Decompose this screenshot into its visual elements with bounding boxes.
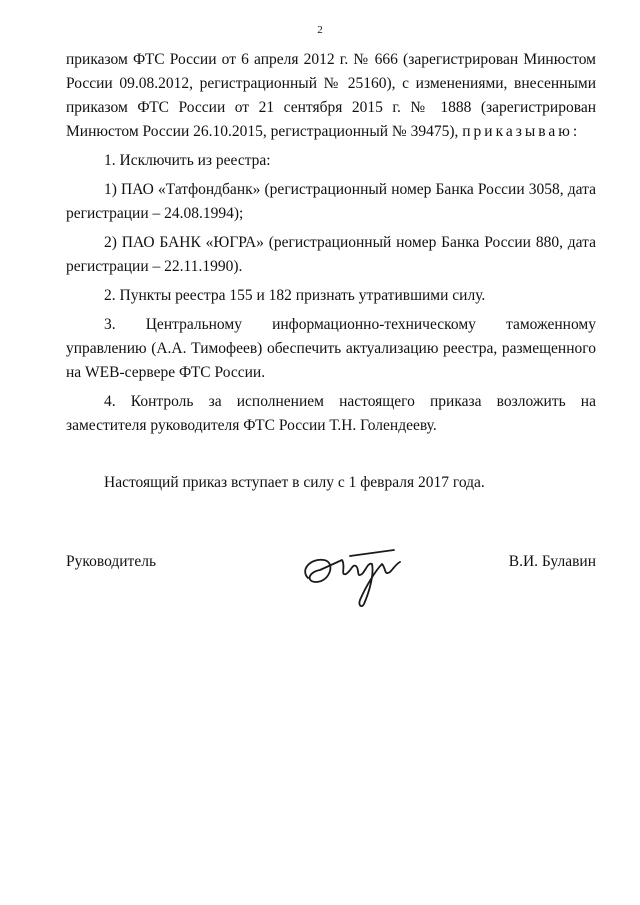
paragraph-subitem-1: 1) ПАО «Татфондбанк» (регистрационный номер Банка России 3058, дата регистрации – 24.08.1994); bbox=[66, 181, 596, 222]
paragraph-preamble bbox=[66, 48, 596, 144]
effective-date-statement: Настоящий приказ вступает в силу с 1 февраля 2017 года. bbox=[104, 474, 485, 491]
paragraph-item-3: 3. Центральному информационно-техническому таможенному управлению (А.А. Тимофеев) обеспечить актуализацию реестра, размещенного на WEB-сервере ФТС России. bbox=[66, 316, 596, 381]
paragraph-subitem-2: 2) ПАО БАНК «ЮГРА» (регистрационный номер Банка России 880, дата регистрации – 22.11.1990). bbox=[66, 234, 596, 275]
paragraph-item-1: 1. Исключить из реестра: bbox=[104, 152, 271, 169]
order-body bbox=[66, 48, 596, 443]
preamble-text: приказом ФТС России от 6 апреля 2012 г. № 666 (зарегистрирован Минюстом России 09.08.2012, регистрационный № 25160), с изменениями, внесенными приказом ФТС России от 21 сентября 2015 г. № 1888 (зарегистрирован Минюстом России 26.10.2015, регистрационный № 39475), bbox=[66, 51, 596, 140]
command-word: приказываю: bbox=[462, 123, 581, 140]
paragraph-item-4: 4. Контроль за исполнением настоящего приказа возложить на заместителя руководителя ФТС России Т.Н. Голендееву. bbox=[66, 393, 596, 434]
page-number: 2 bbox=[317, 24, 323, 36]
paragraph-item-2: 2. Пункты реестра 155 и 182 признать утратившими силу. bbox=[104, 287, 486, 304]
handwritten-signature bbox=[290, 530, 420, 615]
signatory-name: В.И. Булавин bbox=[508, 553, 596, 570]
signatory-title: Руководитель bbox=[66, 553, 157, 570]
